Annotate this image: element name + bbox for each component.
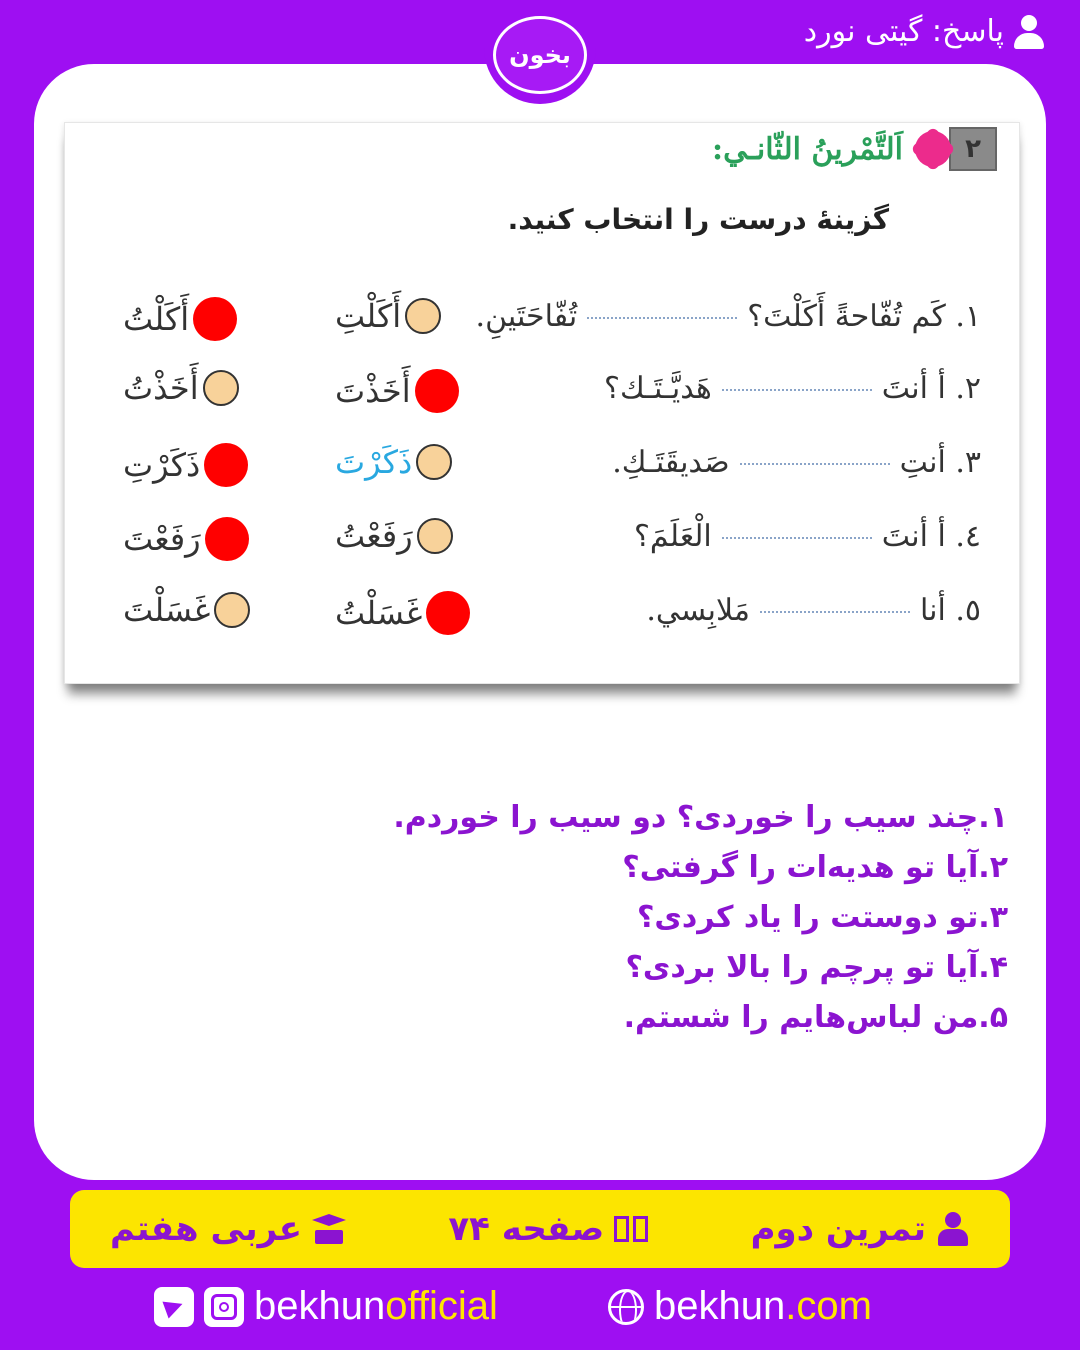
telegram-icon[interactable] [154,1287,194,1327]
option-word: رَفَعْتُ [335,517,413,555]
handle-suffix: official [385,1284,498,1328]
radio-button[interactable] [417,518,453,554]
option-word: غَسَلْتُ [335,594,423,632]
answer-line: ۲.آیا تو هدیه‌ات را گرفتی؟ [622,850,1008,885]
instagram-icon[interactable] [204,1287,244,1327]
option-a[interactable] [335,591,470,635]
question-row [65,359,1019,429]
radio-button[interactable] [405,298,441,334]
radio-button[interactable] [214,592,250,628]
logo-mark: بخون [493,16,587,94]
question-text [646,593,981,628]
option-word: رَفَعْتَ [123,520,201,558]
radio-button[interactable] [416,444,452,480]
radio-button-selected[interactable] [205,517,249,561]
question-row [65,287,1019,357]
option-a[interactable] [335,369,459,413]
blank-line [587,317,737,319]
radio-button-selected[interactable] [426,591,470,635]
question-text [604,371,981,406]
exercise-title: اَلتَّمْرينُ الثّانـي: [712,131,903,167]
question-after: صَديقَتَـكِ. [612,445,730,480]
page-label: صفحه ۷۴ [448,1209,605,1249]
social-handle-text [254,1284,498,1329]
option-a[interactable] [335,443,452,481]
social-handle[interactable] [154,1284,498,1329]
option-b[interactable] [123,369,239,407]
question-text [476,299,981,334]
question-before: ٣. أنتِ [899,445,981,480]
answerer-label [804,14,1044,49]
option-a[interactable] [335,517,453,555]
blank-line [722,389,872,391]
handle-prefix: bekhun [254,1284,386,1328]
option-b[interactable] [123,443,248,487]
option-b[interactable] [123,297,237,341]
graduation-cap-icon [312,1212,346,1246]
option-word: أَخَذْتُ [123,369,199,407]
option-word: أَخَذْتَ [335,372,411,410]
option-word: أَكَلْتِ [335,297,402,335]
globe-icon [608,1289,644,1325]
exercise-label: تمرین دوم [750,1209,926,1249]
question-after: الْعَلَمَ؟ [634,519,712,554]
option-a[interactable] [335,297,441,335]
subject-tag [110,1209,346,1249]
page-tag [448,1209,648,1249]
blank-line [722,537,872,539]
radio-button-selected[interactable] [204,443,248,487]
option-word: ذَكَرْتَ [335,443,413,481]
info-bar [70,1190,1010,1268]
footer [0,1284,1080,1344]
question-after: مَلابِسي. [646,593,750,628]
answer-line: ۴.آیا تو پرچم را بالا بردی؟ [625,950,1008,985]
question-row [65,507,1019,577]
answer-list [393,796,1008,1046]
answer-line: ۳.تو دوستت را یاد کردی؟ [637,900,1008,935]
option-b[interactable] [123,517,249,561]
radio-button[interactable] [203,370,239,406]
blank-line [760,611,910,613]
question-text [634,519,981,554]
option-word: غَسَلْتَ [123,591,211,629]
exercise-header [712,127,997,171]
question-after: تُفّاحَتَينِ. [475,299,578,334]
radio-button-selected[interactable] [415,369,459,413]
question-before: ١. كَم تُفّاحةً أَكَلْتَ؟ [747,299,981,334]
website-text [654,1284,872,1329]
question-text [612,445,981,480]
textbook-exercise [64,122,1020,684]
question-before: ٤. أ أنتَ [881,519,981,554]
book-icon [614,1212,648,1246]
option-word: أَكَلْتُ [123,300,190,338]
subject-label: عربی هفتم [110,1209,302,1249]
question-before: ٢. أ أنتَ [881,371,981,406]
teacher-icon [936,1212,970,1246]
site-suffix: .com [785,1284,872,1328]
site-prefix: bekhun [654,1284,786,1328]
option-word: ذَكَرْتِ [123,446,201,484]
exercise-instruction: گزینهٔ درست را انتخاب کنید. [507,203,889,236]
option-b[interactable] [123,591,250,629]
question-row [65,581,1019,651]
answerer-text: پاسخ: گیتی نورد [803,14,1004,49]
question-before: ٥. أنا [919,593,981,628]
exercise-tag [751,1209,970,1249]
answer-line: ۵.من لباس‌هایم را شستم. [623,1000,1008,1035]
user-icon [1014,15,1044,49]
question-row [65,433,1019,503]
question-after: هَديَّـتَـك؟ [604,371,712,406]
answer-line: ۱.چند سیب را خوردی؟ دو سیب را خوردم. [393,800,1008,835]
blank-line [740,463,890,465]
exercise-number: ٢ [949,127,997,171]
radio-button-selected[interactable] [193,297,237,341]
flower-icon [911,127,955,171]
website-link[interactable] [608,1284,872,1329]
